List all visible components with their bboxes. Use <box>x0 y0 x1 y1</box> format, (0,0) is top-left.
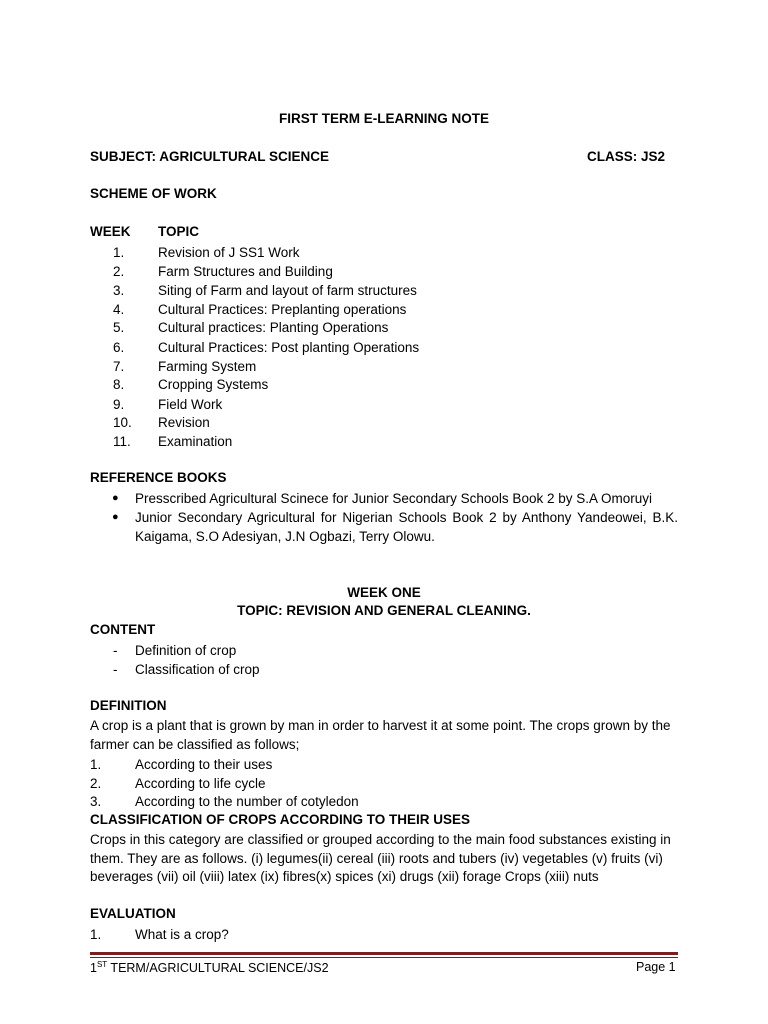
week-number: 1. <box>113 245 125 260</box>
content-heading: CONTENT <box>90 622 156 637</box>
week-number: 8. <box>113 377 125 392</box>
week-number: 2. <box>113 264 125 279</box>
footer-term-superscript: ST <box>96 960 108 969</box>
reference-item: Presscribed Agricultural Scinece for Junior Secondary Schools Book 2 by S.A Omoruyi <box>135 491 652 506</box>
content-item-text: Definition of crop <box>135 643 237 658</box>
footer-term <box>90 960 329 975</box>
week-row <box>0 395 768 414</box>
week-topic: Revision of J SS1 Work <box>158 245 300 260</box>
item-text: According to the number of cotyledon <box>135 794 359 809</box>
classification-item <box>0 774 768 793</box>
week-row <box>0 243 768 262</box>
week-number: 11. <box>113 434 131 449</box>
item-text: What is a crop? <box>135 927 229 942</box>
reference-heading: REFERENCE BOOKS <box>90 470 227 485</box>
item-text: According to their uses <box>135 757 273 772</box>
week-topic: Farm Structures and Building <box>158 264 333 279</box>
classification-heading: CLASSIFICATION OF CROPS ACCORDING TO THEIR USES <box>90 812 471 827</box>
item-number: 1. <box>90 927 102 942</box>
evaluation-heading: EVALUATION <box>90 906 176 921</box>
week-topic: Cropping Systems <box>158 377 269 392</box>
document-title: FIRST TERM E-LEARNING NOTE <box>279 111 489 126</box>
dash-marker: - <box>113 662 118 677</box>
definition-paragraph: A crop is a plant that is grown by man in order to harvest it at some point. The crops grown by the farmer can be classified as follows; <box>90 718 671 752</box>
classification-item <box>0 792 768 811</box>
week-topic: Cultural Practices: Post planting Operations <box>158 340 420 355</box>
week-topic: Cultural practices: Planting Operations <box>158 320 389 335</box>
content-item-text: Classification of crop <box>135 662 260 677</box>
content-item <box>0 660 768 679</box>
week-topic: Examination <box>158 434 233 449</box>
definition-heading: DEFINITION <box>90 698 167 713</box>
week-one-heading: WEEK ONE <box>347 585 421 600</box>
week-row <box>0 432 768 451</box>
content-item <box>0 641 768 660</box>
week-row <box>0 338 768 357</box>
week-row <box>0 413 768 432</box>
week-row <box>0 375 768 394</box>
week-topic: Siting of Farm and layout of farm structures <box>158 283 417 298</box>
week-number: 7. <box>113 359 125 374</box>
week-row <box>0 281 768 300</box>
week-number: 4. <box>113 302 125 317</box>
week-column-header: WEEK <box>90 224 131 239</box>
item-number: 1. <box>90 757 102 772</box>
item-number: 2. <box>90 776 102 791</box>
item-number: 3. <box>90 794 102 809</box>
week-topic: Revision <box>158 415 210 430</box>
footer-page-number: Page 1 <box>636 960 676 974</box>
week-row <box>0 318 768 337</box>
topic-column-header: TOPIC <box>158 224 200 239</box>
footer-rule-thin <box>90 957 678 958</box>
footer-term-text: TERM/AGRICULTURAL SCIENCE/JS2 <box>107 961 329 975</box>
class-label: CLASS: JS2 <box>587 149 666 164</box>
week-number: 3. <box>113 283 125 298</box>
dash-marker: - <box>113 643 118 658</box>
bullet-icon: ● <box>112 511 119 523</box>
subject-label: SUBJECT: AGRICULTURAL SCIENCE <box>90 149 330 164</box>
footer-term-number: 1 <box>90 961 97 975</box>
scheme-heading: SCHEME OF WORK <box>90 186 217 201</box>
classification-item <box>0 755 768 774</box>
week-row <box>0 357 768 376</box>
week-number: 6. <box>113 340 125 355</box>
week-number: 9. <box>113 397 125 412</box>
week-row <box>0 262 768 281</box>
classification-paragraph: Crops in this category are classified or grouped according to the main food substances existing in them. They are as follows. (i) legumes(ii) cereal (iii) roots and tubers (iv) vegetables (v) fruits (vi) beverages (vii) oil (viii) latex (ix) fibres(x) spices (xi) drugs (xii) forage Crops (xiii) nuts <box>90 832 671 885</box>
bullet-icon: ● <box>112 492 119 504</box>
week-row <box>0 300 768 319</box>
reference-item: Junior Secondary Agricultural for Nigerian Schools Book 2 by Anthony Yandeowei, B.K. Kaigama, S.O Adesiyan, J.N Ogbazi, Terry Olowu. <box>135 510 678 544</box>
week-topic: Cultural Practices: Preplanting operations <box>158 302 407 317</box>
week-topic: Field Work <box>158 397 223 412</box>
week-topic: Farming System <box>158 359 257 374</box>
week-number: 5. <box>113 320 125 335</box>
week-one-topic: TOPIC: REVISION AND GENERAL CLEANING. <box>237 603 531 618</box>
week-number: 10. <box>113 415 132 430</box>
item-text: According to life cycle <box>135 776 266 791</box>
footer-rule <box>90 952 678 955</box>
evaluation-item <box>0 925 768 944</box>
